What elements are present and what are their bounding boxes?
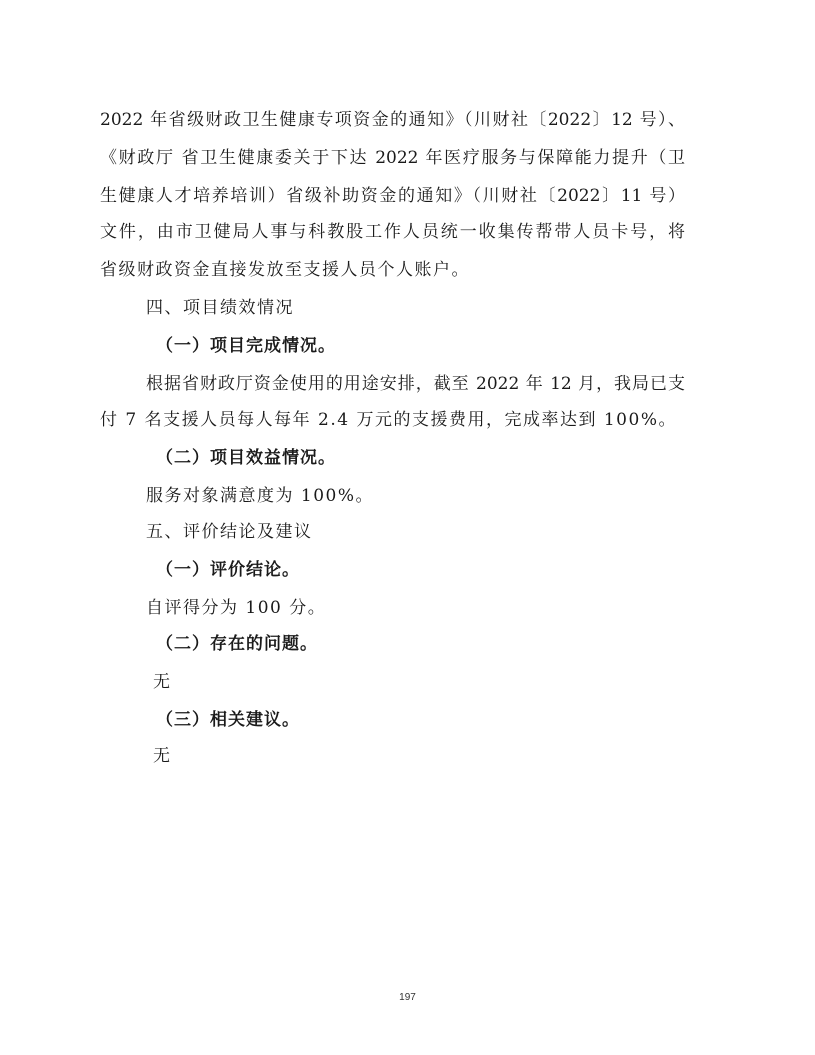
paragraph-1-line-5: 省级财政资金直接发放至支援人员个人账户。 xyxy=(100,260,470,280)
section-4-sub-1-line-2: 付 7 名支援人员每人每年 2.4 万元的支援费用，完成率达到 100%。 xyxy=(100,410,677,430)
section-4-heading: 四、项目绩效情况 xyxy=(146,298,294,318)
paragraph-1-line-3: 生健康人才培养培训）省级补助资金的通知》（川财社〔2022〕11 号） xyxy=(100,186,685,206)
section-5-heading: 五、评价结论及建议 xyxy=(146,522,313,542)
section-5-sub-3-heading: （三）相关建议。 xyxy=(156,710,300,730)
section-5-sub-1-heading: （一）评价结论。 xyxy=(156,560,300,580)
section-5-sub-2-text: 无 xyxy=(153,672,172,692)
section-4-sub-1-heading: （一）项目完成情况。 xyxy=(156,336,336,356)
paragraph-1-line-1: 2022 年省级财政卫生健康专项资金的通知》（川财社〔2022〕12 号）、 xyxy=(100,110,685,130)
section-5-sub-3-text: 无 xyxy=(153,746,172,766)
section-5-sub-1-text: 自评得分为 100 分。 xyxy=(146,598,327,618)
section-4-sub-1-line-1: 根据省财政厅资金使用的用途安排，截至 2022 年 12 月，我局已支 xyxy=(146,374,685,394)
section-4-sub-2-text: 服务对象满意度为 100%。 xyxy=(146,486,375,506)
section-5-sub-2-heading: （二）存在的问题。 xyxy=(156,634,318,654)
paragraph-1-line-4: 文件，由市卫健局人事与科教股工作人员统一收集传帮带人员卡号，将 xyxy=(100,222,685,242)
section-4-sub-2-heading: （二）项目效益情况。 xyxy=(156,448,336,468)
page-number: 197 xyxy=(399,992,416,1003)
paragraph-1-line-2: 《财政厅 省卫生健康委关于下达 2022 年医疗服务与保障能力提升（卫 xyxy=(100,148,685,168)
